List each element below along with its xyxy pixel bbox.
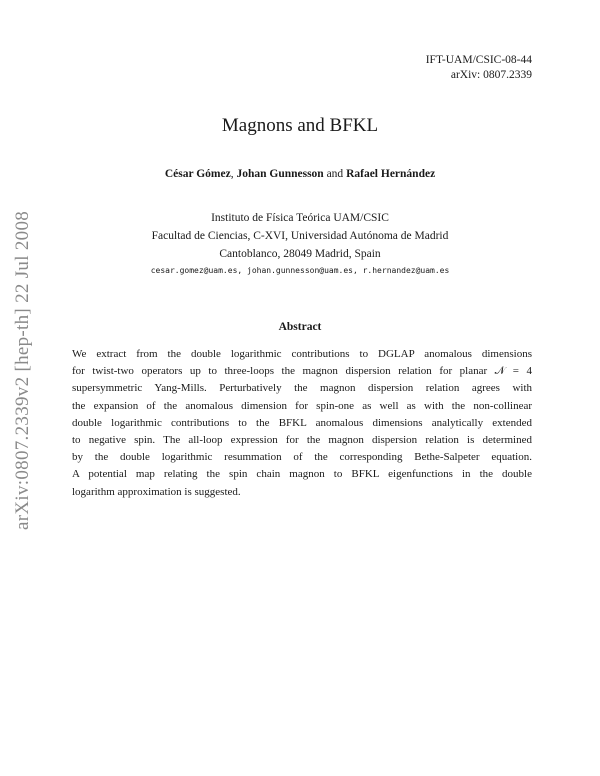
arxiv-side-stamp: arXiv:0807.2339v2 [hep-th] 22 Jul 2008 xyxy=(12,210,33,530)
report-number xyxy=(426,53,532,83)
abstract-heading: Abstract xyxy=(278,321,322,333)
author-emails: cesar.gomez@uam.es, johan.gunnesson@uam.es, r.hernandez@uam.es xyxy=(150,266,450,275)
report-number-line1: IFT-UAM/CSIC-08-44 xyxy=(425,54,532,66)
author-separator: , xyxy=(230,168,237,180)
abstract-line: by the double logarithmic resummation of the corresponding Bethe-Salpeter equation. xyxy=(72,451,532,464)
affiliation-faculty: Facultad de Ciencias, C-XVI, Universidad Autónoma de Madrid xyxy=(151,230,449,242)
abstract-line: for twist-two operators up to three-loops the magnon dispersion relation for planar 𝒩 = 4 xyxy=(72,365,532,378)
affiliation-institute: Instituto de Física Teórica UAM/CSIC xyxy=(211,212,389,224)
affiliation xyxy=(0,209,600,263)
author-hernandez: Rafael Hernández xyxy=(346,168,436,180)
author-list xyxy=(0,168,600,180)
abstract-body xyxy=(72,346,532,501)
abstract-line: logarithm approximation is suggested. xyxy=(72,485,241,498)
abstract-line: to negative spin. The all-loop expression for the magnon dispersion relation is determined xyxy=(72,434,532,447)
paper-title: Magnons and BFKL xyxy=(221,115,379,136)
report-number-line2: arXiv: 0807.2339 xyxy=(450,69,532,81)
author-gunnesson: Johan Gunnesson xyxy=(236,168,324,180)
author-gomez: César Gómez xyxy=(164,168,231,180)
affiliation-address: Cantoblanco, 28049 Madrid, Spain xyxy=(219,248,381,260)
abstract-line: the expansion of the anomalous dimension for spin-one as well as with the non-collinear xyxy=(72,399,532,412)
abstract-line: double logarithmic contributions to the BFKL anomalous dimensions analytically extended xyxy=(72,416,532,429)
abstract-line: supersymmetric Yang-Mills. Perturbatively the magnon dispersion relation agrees with xyxy=(72,382,532,395)
abstract-line: A potential map relating the spin chain magnon to BFKL eigenfunctions in the double xyxy=(72,468,532,481)
abstract-line: We extract from the double logarithmic contributions to DGLAP anomalous dimensions xyxy=(72,348,532,360)
author-separator: and xyxy=(323,168,347,180)
